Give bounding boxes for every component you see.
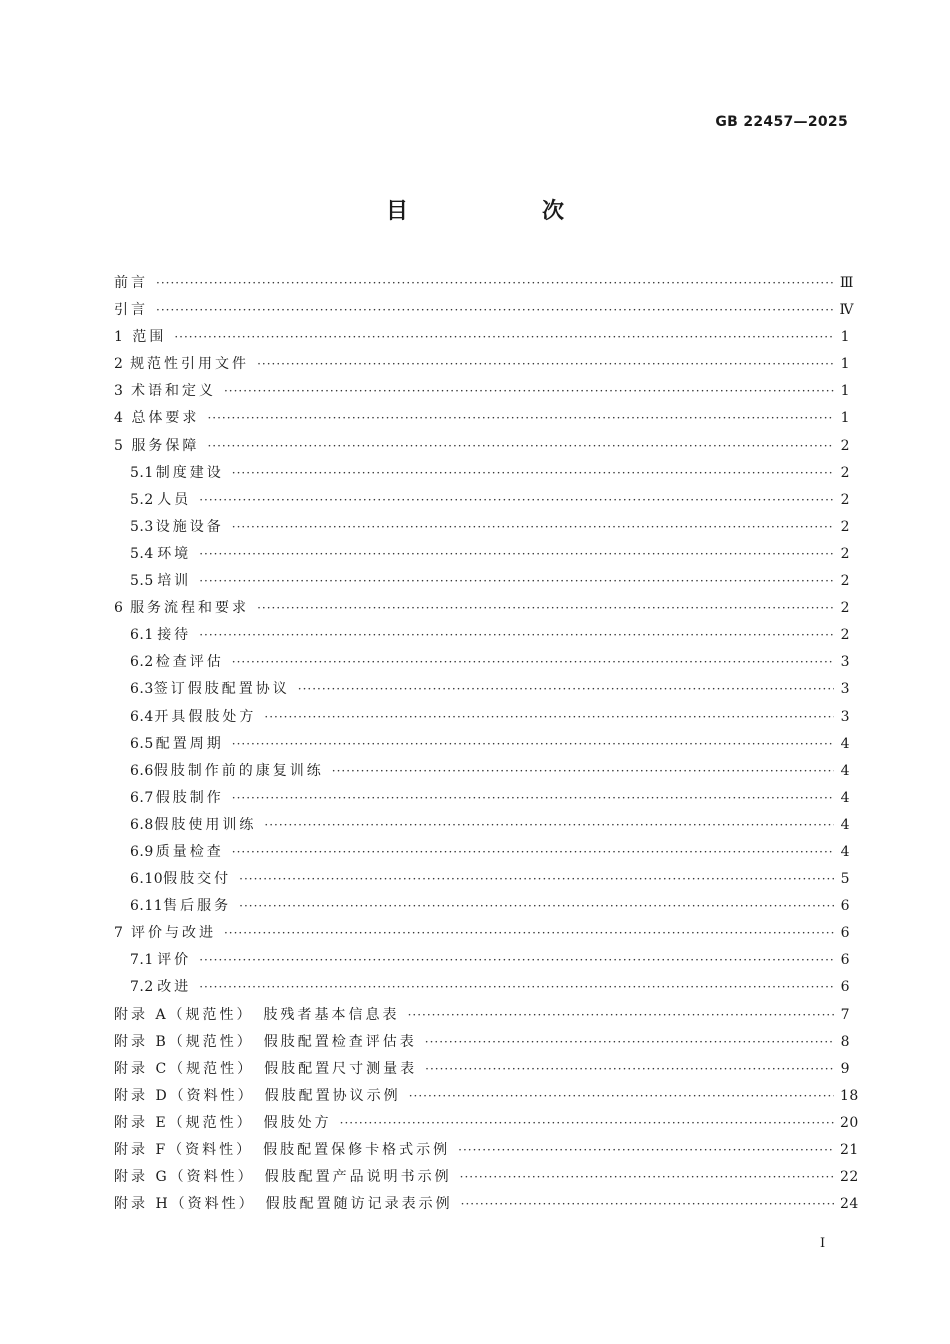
toc-entry[interactable] bbox=[114, 514, 850, 541]
toc-entry-label: 配置周期 bbox=[155, 735, 224, 752]
toc-entry-label: 附录 E（规范性） 假肢处方 bbox=[114, 1114, 332, 1131]
toc-entry-page: 6 bbox=[840, 925, 850, 942]
footer-page-number: I bbox=[820, 1236, 826, 1251]
toc-entry-page: 1 bbox=[840, 329, 850, 346]
toc-entry[interactable] bbox=[114, 731, 850, 758]
toc-entry-label: 假肢制作前的康复训练 bbox=[153, 762, 324, 779]
toc-entry[interactable] bbox=[114, 487, 850, 514]
toc-entry-label: 假肢交付 bbox=[163, 871, 232, 888]
table-of-contents bbox=[114, 270, 859, 1218]
dot-leader bbox=[232, 731, 834, 758]
standard-code: GB 22457—2025 bbox=[715, 114, 848, 130]
toc-entry-page: 5 bbox=[840, 871, 850, 888]
toc-entry[interactable] bbox=[114, 758, 850, 785]
dot-leader bbox=[199, 568, 834, 595]
toc-entry-page: 2 bbox=[840, 437, 850, 454]
dot-leader bbox=[232, 839, 834, 866]
dot-leader bbox=[199, 487, 834, 514]
toc-entry-page: 6 bbox=[840, 898, 850, 915]
toc-entry-label: 设施设备 bbox=[155, 518, 224, 535]
toc-entry-number: 6.6 bbox=[130, 762, 154, 779]
toc-entry-label: 服务保障 bbox=[131, 437, 200, 454]
toc-entry-number: 6.8 bbox=[130, 816, 154, 833]
toc-entry-label: 附录 C（规范性） 假肢配置尺寸测量表 bbox=[114, 1060, 418, 1077]
dot-leader bbox=[224, 920, 834, 947]
toc-entry[interactable] bbox=[114, 378, 850, 405]
toc-entry[interactable] bbox=[114, 676, 850, 703]
toc-entry[interactable] bbox=[114, 1002, 850, 1029]
toc-entry[interactable] bbox=[114, 568, 850, 595]
toc-entry-label: 培训 bbox=[157, 573, 192, 590]
toc-entry[interactable] bbox=[114, 541, 850, 568]
toc-entry[interactable] bbox=[114, 622, 850, 649]
toc-entry[interactable] bbox=[114, 785, 850, 812]
toc-entry[interactable] bbox=[114, 270, 854, 297]
toc-entry[interactable] bbox=[114, 839, 850, 866]
toc-entry-label: 开具假肢处方 bbox=[154, 708, 257, 725]
toc-entry-page: 2 bbox=[840, 464, 850, 481]
dot-leader bbox=[298, 676, 834, 703]
toc-entry[interactable] bbox=[114, 351, 850, 378]
toc-entry-page: 2 bbox=[840, 573, 850, 590]
toc-entry[interactable] bbox=[114, 460, 850, 487]
dot-leader bbox=[232, 460, 834, 487]
dot-leader bbox=[199, 947, 834, 974]
toc-entry-number: 4 bbox=[114, 410, 124, 427]
dot-leader bbox=[408, 1002, 834, 1029]
toc-entry-label: 制度建设 bbox=[155, 464, 224, 481]
toc-entry-page: Ⅲ bbox=[839, 275, 854, 291]
toc-entry-label: 服务流程和要求 bbox=[130, 600, 250, 617]
dot-leader bbox=[460, 1164, 834, 1191]
toc-entry[interactable] bbox=[114, 649, 850, 676]
toc-entry-label: 检查评估 bbox=[155, 654, 224, 671]
toc-entry-page: 8 bbox=[840, 1033, 850, 1050]
toc-entry-label: 人员 bbox=[157, 491, 192, 508]
toc-entry-label: 附录 B（规范性） 假肢配置检查评估表 bbox=[114, 1033, 417, 1050]
toc-entry[interactable] bbox=[114, 1191, 859, 1218]
toc-entry-number: 5.3 bbox=[130, 518, 154, 535]
toc-entry-label: 评价 bbox=[157, 952, 192, 969]
toc-entry-page: 3 bbox=[840, 708, 850, 725]
toc-entry-number: 5.1 bbox=[130, 464, 154, 481]
toc-entry-label: 附录 A（规范性） 肢残者基本信息表 bbox=[114, 1006, 400, 1023]
toc-entry[interactable] bbox=[114, 1056, 850, 1083]
dot-leader bbox=[458, 1137, 834, 1164]
dot-leader bbox=[199, 622, 834, 649]
toc-entry[interactable] bbox=[114, 812, 850, 839]
toc-entry-page: 4 bbox=[840, 762, 850, 779]
toc-entry-number: 6.2 bbox=[130, 654, 154, 671]
toc-entry-label: 评价与改进 bbox=[130, 925, 216, 942]
toc-entry-number: 6.4 bbox=[130, 708, 154, 725]
dot-leader bbox=[232, 514, 834, 541]
dot-leader bbox=[257, 595, 834, 622]
toc-entry-number: 5.2 bbox=[130, 491, 154, 508]
toc-entry-label: 附录 H（资料性） 假肢配置随访记录表示例 bbox=[114, 1196, 453, 1213]
toc-entry-page: 2 bbox=[840, 518, 850, 535]
toc-entry-page: 1 bbox=[840, 356, 850, 373]
dot-leader bbox=[156, 270, 834, 297]
toc-entry-number: 3 bbox=[114, 383, 124, 400]
toc-entry-number: 6.10 bbox=[130, 871, 164, 888]
toc-entry-label: 前言 bbox=[114, 275, 148, 291]
toc-entry-page: 2 bbox=[840, 627, 850, 644]
toc-entry[interactable] bbox=[114, 866, 850, 893]
toc-entry-number: 7 bbox=[114, 925, 124, 942]
toc-entry[interactable] bbox=[114, 324, 850, 351]
toc-entry-label: 附录 D（资料性） 假肢配置协议示例 bbox=[114, 1087, 401, 1104]
dot-leader bbox=[207, 433, 834, 460]
dot-leader bbox=[207, 405, 834, 432]
dot-leader bbox=[239, 893, 834, 920]
dot-leader bbox=[224, 378, 834, 405]
toc-entry[interactable] bbox=[114, 1164, 859, 1191]
toc-entry-page: 3 bbox=[840, 681, 850, 698]
toc-entry-label: 规范性引用文件 bbox=[130, 356, 250, 373]
dot-leader bbox=[425, 1056, 834, 1083]
toc-entry[interactable] bbox=[114, 1110, 859, 1137]
toc-entry-page: 21 bbox=[840, 1142, 859, 1158]
toc-entry[interactable] bbox=[114, 405, 850, 432]
toc-entry[interactable] bbox=[114, 1029, 850, 1056]
toc-entry-number: 6.1 bbox=[130, 627, 154, 644]
toc-entry-page: Ⅳ bbox=[839, 302, 854, 319]
toc-entry-label: 引言 bbox=[114, 302, 148, 319]
toc-entry-page: 2 bbox=[840, 545, 850, 562]
toc-entry-page: 2 bbox=[840, 491, 850, 508]
toc-entry-page: 7 bbox=[840, 1006, 850, 1023]
dot-leader bbox=[199, 974, 834, 1001]
toc-entry-number: 7.1 bbox=[130, 952, 154, 969]
dot-leader bbox=[461, 1191, 834, 1218]
dot-leader bbox=[232, 649, 834, 676]
toc-entry-page: 6 bbox=[840, 979, 850, 996]
toc-entry-number: 6.11 bbox=[130, 898, 164, 915]
toc-entry-label: 环境 bbox=[157, 545, 192, 562]
toc-entry-label: 签订假肢配置协议 bbox=[153, 681, 290, 698]
toc-entry-page: 24 bbox=[840, 1196, 859, 1213]
toc-entry[interactable] bbox=[114, 297, 854, 324]
toc-entry-page: 4 bbox=[840, 735, 850, 752]
toc-entry-page: 4 bbox=[840, 789, 850, 806]
dot-leader bbox=[340, 1110, 834, 1137]
dot-leader bbox=[156, 297, 833, 324]
toc-entry-number: 1 bbox=[114, 329, 124, 346]
dot-leader bbox=[257, 351, 834, 378]
toc-entry-page: 1 bbox=[840, 410, 850, 427]
toc-entry-number: 5.5 bbox=[130, 573, 154, 590]
toc-entry-number: 2 bbox=[114, 356, 124, 373]
toc-entry-number: 5.4 bbox=[130, 545, 154, 562]
toc-entry[interactable] bbox=[114, 947, 850, 974]
toc-entry-number: 6.7 bbox=[130, 789, 154, 806]
toc-entry-number: 7.2 bbox=[130, 979, 154, 996]
toc-entry[interactable] bbox=[114, 1083, 859, 1110]
toc-entry-label: 假肢制作 bbox=[155, 789, 224, 806]
toc-entry-page: 6 bbox=[840, 952, 850, 969]
toc-entry-label: 质量检查 bbox=[155, 843, 224, 860]
toc-entry-page: 22 bbox=[840, 1169, 859, 1186]
page-title: 目 次 bbox=[385, 199, 620, 224]
toc-entry-label: 附录 F（资料性） 假肢配置保修卡格式示例 bbox=[114, 1142, 451, 1158]
toc-entry-page: 2 bbox=[840, 600, 850, 617]
dot-leader bbox=[239, 866, 834, 893]
toc-entry-label: 接待 bbox=[157, 627, 192, 644]
toc-entry-page: 3 bbox=[840, 654, 850, 671]
toc-entry-number: 6 bbox=[114, 600, 124, 617]
toc-entry-page: 4 bbox=[840, 816, 850, 833]
toc-entry[interactable] bbox=[114, 704, 850, 731]
toc-entry[interactable] bbox=[114, 433, 850, 460]
dot-leader bbox=[174, 324, 834, 351]
toc-entry-label: 改进 bbox=[157, 979, 192, 996]
toc-entry-label: 售后服务 bbox=[163, 898, 232, 915]
toc-entry[interactable] bbox=[114, 974, 850, 1001]
toc-entry-page: 20 bbox=[840, 1114, 859, 1131]
dot-leader bbox=[425, 1029, 834, 1056]
toc-entry-label: 总体要求 bbox=[131, 410, 200, 427]
toc-entry-page: 9 bbox=[840, 1060, 850, 1077]
toc-entry-page: 4 bbox=[840, 843, 850, 860]
toc-entry-number: 6.5 bbox=[130, 735, 154, 752]
dot-leader bbox=[199, 541, 834, 568]
toc-entry[interactable] bbox=[114, 1137, 859, 1164]
dot-leader bbox=[232, 785, 834, 812]
toc-entry-label: 术语和定义 bbox=[130, 383, 216, 400]
toc-entry-label: 附录 G（资料性） 假肢配置产品说明书示例 bbox=[114, 1169, 452, 1186]
toc-entry-label: 范围 bbox=[132, 329, 167, 346]
toc-entry-page: 1 bbox=[840, 383, 850, 400]
toc-entry[interactable] bbox=[114, 595, 850, 622]
dot-leader bbox=[264, 704, 834, 731]
dot-leader bbox=[264, 812, 834, 839]
toc-entry-number: 6.3 bbox=[130, 681, 154, 698]
toc-entry[interactable] bbox=[114, 893, 850, 920]
toc-entry-number: 6.9 bbox=[130, 843, 154, 860]
dot-leader bbox=[332, 758, 834, 785]
toc-entry-page: 18 bbox=[840, 1087, 859, 1104]
toc-entry-number: 5 bbox=[114, 437, 124, 454]
toc-entry-label: 假肢使用训练 bbox=[154, 816, 257, 833]
toc-entry[interactable] bbox=[114, 920, 850, 947]
dot-leader bbox=[409, 1083, 834, 1110]
